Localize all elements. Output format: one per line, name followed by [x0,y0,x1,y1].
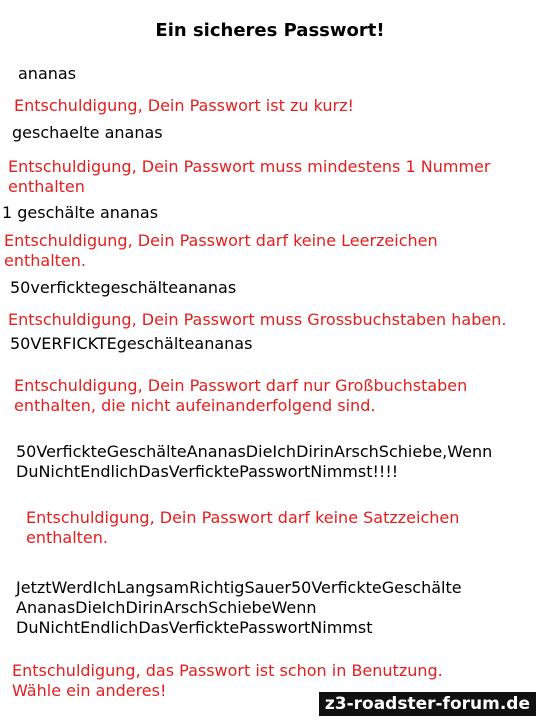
password-attempt-1: ananas [18,64,77,83]
error-message-3: Entschuldigung, Dein Passwort darf keine Leerzeichen enthalten. [4,231,438,270]
forum-watermark: z3-roadster-forum.de [319,692,536,716]
page-title: Ein sicheres Passwort! [155,20,385,41]
error-message-1: Entschuldigung, Dein Passwort ist zu kurz! [14,96,354,115]
error-message-7: Entschuldigung, das Passwort ist schon in Benutzung. Wähle ein anderes! [12,661,443,700]
password-attempt-4: 50verficktegeschälteananas [10,278,237,297]
error-message-5: Entschuldigung, Dein Passwort darf nur Großbuchstaben enthalten, die nicht aufeinanderfolgend sind. [14,376,468,415]
password-attempt-6: 50VerfickteGeschälteAnanasDieIchDirinArschSchiebe,Wenn DuNichtEndlichDasVerficktePasswortNimmst!!!! [16,442,493,481]
password-attempt-7: JetztWerdIchLangsamRichtigSauer50VerfickteGeschälte AnanasDieIchDirinArschSchiebeWenn DuNichtEndlichDasVerficktePasswortNimmst [16,578,462,637]
error-message-2: Entschuldigung, Dein Passwort muss mindestens 1 Nummer enthalten [8,157,491,196]
password-attempt-5: 50VERFICKTEgeschälteananas [10,334,253,353]
password-attempt-2: geschaelte ananas [12,123,163,142]
error-message-6: Entschuldigung, Dein Passwort darf keine Satzzeichen enthalten. [26,508,460,547]
password-attempt-3: 1 geschälte ananas [2,203,159,222]
error-message-4: Entschuldigung, Dein Passwort muss Grossbuchstaben haben. [8,310,507,329]
